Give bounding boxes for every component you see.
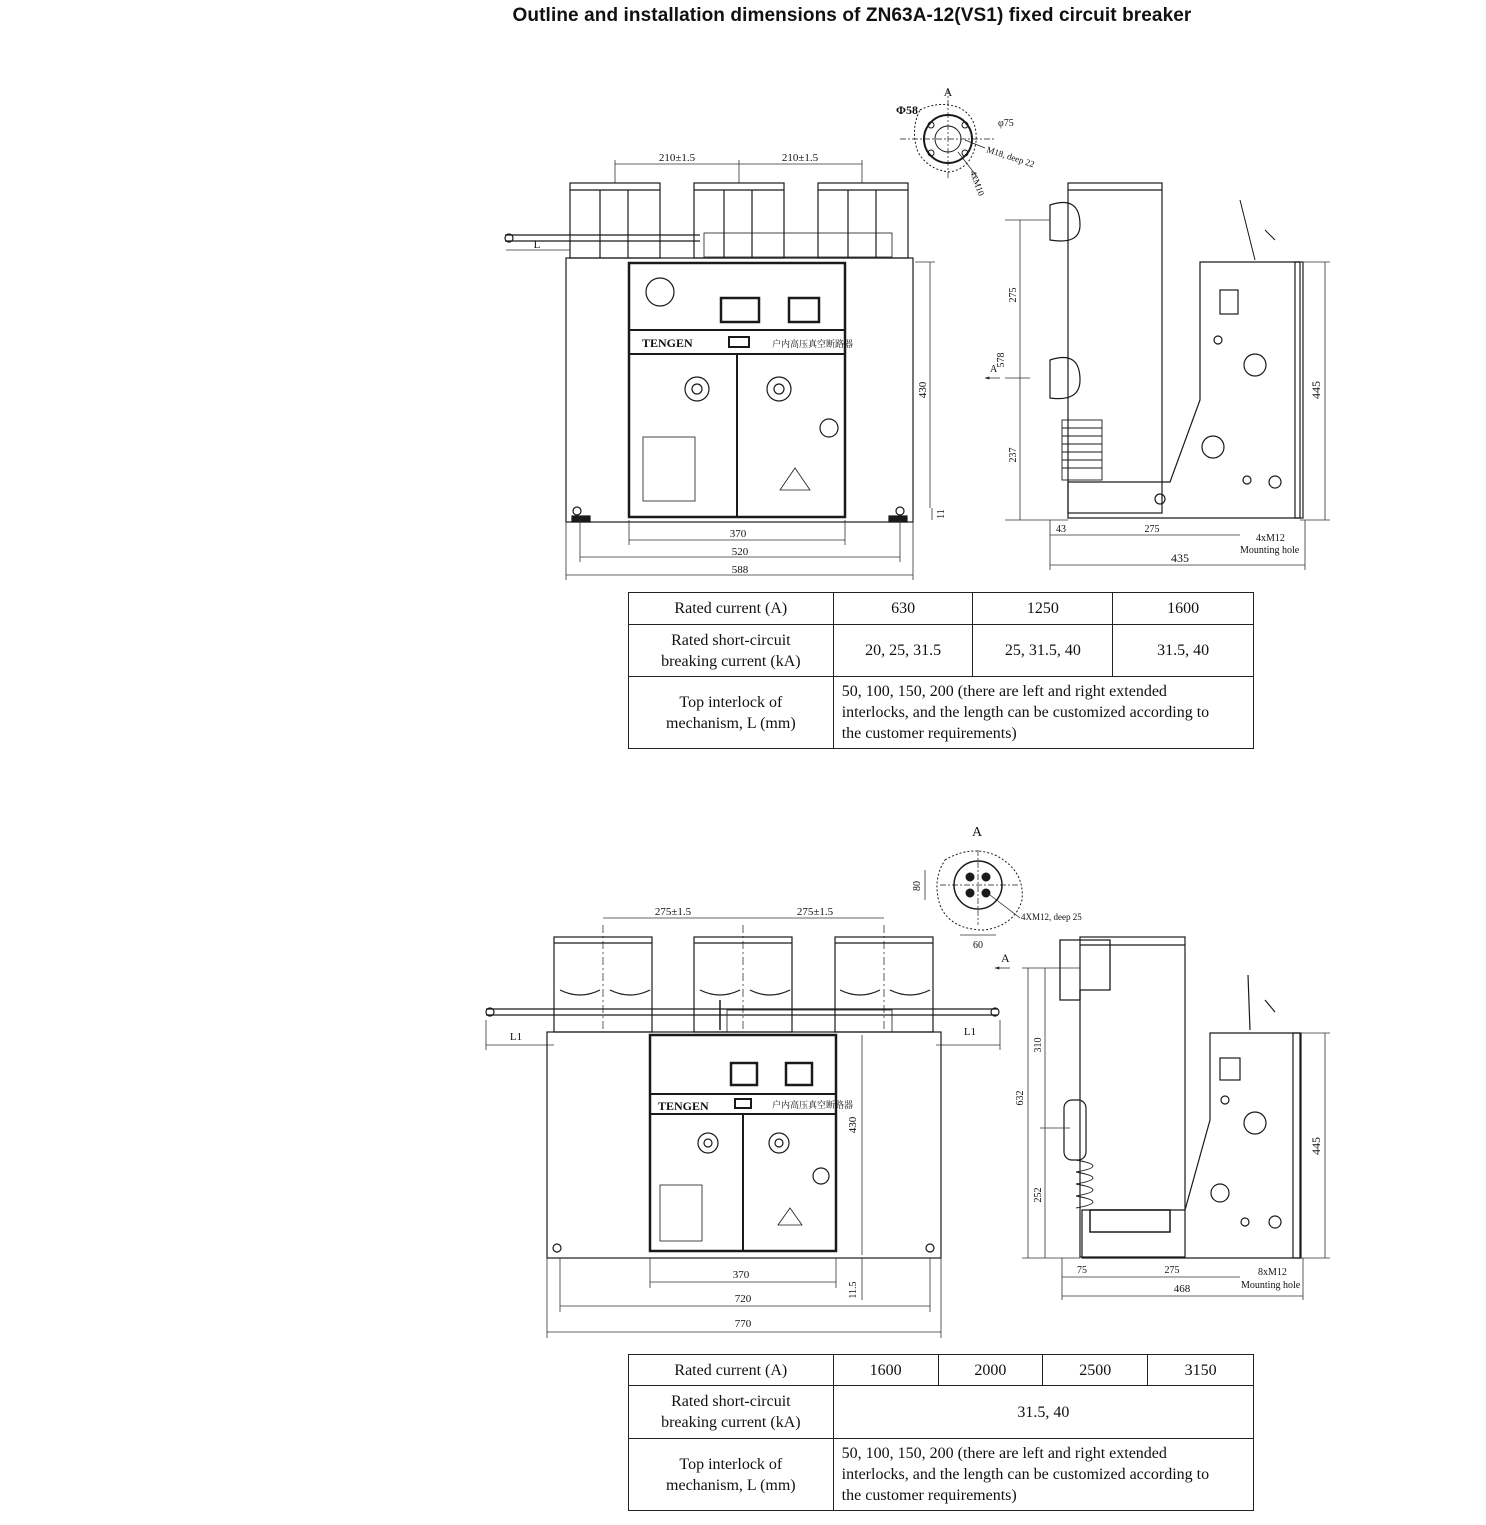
side-dim-depth-2: 468 (1173, 1283, 1191, 1295)
dim-height-2: 430 (847, 1116, 859, 1134)
side-dim-upper-2: 310 (1033, 1037, 1044, 1053)
breaking-current-value: 20, 25, 31.5 (833, 625, 973, 677)
interlock-note (833, 1439, 1253, 1511)
side-section-a-1: A (990, 364, 998, 375)
table-row (629, 593, 1254, 625)
dim-foot-2: 11.5 (848, 1281, 859, 1299)
interlock-note-line1: 50, 100, 150, 200 (there are left and right extended (841, 683, 1167, 700)
detail-thread-1: M18, deep 22 (985, 144, 1036, 170)
interlock-label-line2: mechanism, L (mm) (666, 714, 796, 732)
pole-1a (570, 183, 660, 258)
section-label-a-1: A (943, 85, 953, 99)
interlock-note-line3: the customer requirements) (841, 1487, 1017, 1504)
dim-mid-width-1: 520 (731, 546, 749, 558)
detail-thread-2: 4XM12, deep 25 (1021, 912, 1082, 922)
spring-coil-2 (727, 1010, 892, 1032)
side-dim-height-2: 445 (1309, 1137, 1323, 1155)
brand-label-2: TENGEN (658, 1099, 709, 1113)
detail-bolt-circle-1: φ75 (998, 118, 1014, 129)
side-hole-note-2: Mounting hole (1241, 1280, 1301, 1291)
dim-interlock-1: L (533, 239, 541, 251)
side-dim-lower-1: 237 (1008, 447, 1019, 463)
panel-label-1: 户内高压真空断路器 (772, 339, 854, 349)
rated-current-label: Rated current (A) (629, 593, 834, 625)
dim-foot-1: 11 (936, 509, 947, 519)
breaking-current-label-line1: Rated short-circuit (671, 1393, 791, 1410)
side-dim-base-2: 275 (1164, 1265, 1180, 1276)
interlock-note-line3: the customer requirements) (841, 725, 1017, 742)
side-dim-offset-2: 75 (1077, 1265, 1087, 1276)
side-dims-2 (995, 968, 1330, 1300)
side-hole-note-1: Mounting hole (1240, 545, 1300, 556)
front-view-1 (505, 183, 913, 522)
dim-interlock-left-2: L1 (509, 1031, 523, 1043)
dim-height-1: 430 (917, 381, 929, 399)
breaking-current-label (629, 625, 834, 677)
rated-current-value: 630 (833, 593, 973, 625)
interlock-note (833, 677, 1253, 749)
breaking-current-value: 25, 31.5, 40 (973, 625, 1113, 677)
rated-current-value: 1250 (973, 593, 1113, 625)
side-dim-holes-2: 8xM12 (1258, 1267, 1287, 1278)
interlock-label-line2: mechanism, L (mm) (666, 1476, 796, 1494)
dim-outer-width-1: 588 (731, 564, 749, 576)
page-title: Outline and installation dimensions of ZN63A-12(VS1) fixed circuit breaker (512, 5, 1192, 26)
dim-pitch-right-2: 275±1.5 (796, 906, 834, 918)
breaking-current-value: 31.5, 40 (1113, 625, 1254, 677)
dim-interlock-right-2: L1 (963, 1026, 977, 1038)
rated-current-value: 2500 (1043, 1355, 1148, 1386)
dim-inner-width-2: 370 (732, 1269, 750, 1281)
side-dim-holes-1: 4xM12 (1256, 533, 1285, 544)
interlock-label-line1: Top interlock of (679, 693, 783, 711)
breaking-current-label (629, 1386, 834, 1439)
spec-table-2 (628, 1354, 1254, 1511)
pole-1b (694, 183, 784, 258)
brand-label-1: TENGEN (642, 336, 693, 350)
section-label-a-2: A (971, 825, 983, 840)
dim-pitch-right-1: 210±1.5 (781, 152, 819, 164)
side-dim-height-1: 445 (1309, 381, 1323, 399)
detail-vertical-2: 80 (912, 881, 923, 891)
breaking-current-label-line2: breaking current (kA) (661, 1414, 801, 1431)
side-dim-total-2: 632 (1015, 1090, 1026, 1106)
interlock-note-line2: interlocks, and the length can be customized according to (841, 704, 1210, 721)
side-dim-base-1: 275 (1144, 524, 1160, 535)
rated-current-value: 2000 (938, 1355, 1043, 1386)
dim-pitch-left-1: 210±1.5 (658, 152, 696, 164)
rated-current-value: 1600 (833, 1355, 938, 1386)
detail-holes-1: 4xM10 (968, 169, 987, 198)
detail-a-1 (900, 88, 996, 180)
interlock-note-line2: interlocks, and the length can be customized according to (841, 1466, 1210, 1483)
rated-current-value: 3150 (1148, 1355, 1254, 1386)
detail-a-2 (925, 850, 1022, 935)
table-row (629, 1355, 1254, 1386)
breaking-current-label-line1: Rated short-circuit (671, 631, 791, 649)
spring-coil-1 (704, 233, 892, 257)
breaking-current-label-line2: breaking current (kA) (661, 652, 801, 670)
dim-pitch-left-2: 275±1.5 (654, 906, 692, 918)
interlock-label (629, 677, 834, 749)
dim-inner-width-1: 370 (729, 528, 747, 540)
side-dim-lower-2: 252 (1033, 1187, 1044, 1203)
rated-current-value: 1600 (1113, 593, 1254, 625)
table-row (629, 1386, 1254, 1439)
side-dim-upper-1: 275 (1008, 287, 1019, 303)
interlock-note-line1: 50, 100, 150, 200 (there are left and right extended (841, 1445, 1167, 1462)
dim-mid-width-2: 720 (734, 1293, 752, 1305)
detail-terminal-dia-1: Φ58 (896, 103, 918, 117)
side-section-a-2: A (1001, 951, 1010, 965)
rated-current-label: Rated current (A) (629, 1355, 834, 1386)
side-dim-offset-1: 43 (1056, 524, 1066, 535)
table-row (629, 677, 1254, 749)
front-view-2 (486, 925, 999, 1258)
side-dim-depth-1: 435 (1171, 551, 1189, 565)
pole-1c (818, 183, 908, 258)
table-row (629, 625, 1254, 677)
table-row (629, 1439, 1254, 1511)
detail-horizontal-2: 60 (973, 940, 983, 951)
interlock-label-line1: Top interlock of (679, 1455, 783, 1473)
side-view-1 (1050, 183, 1303, 518)
side-dim-total-1: 578 (996, 352, 1007, 368)
spec-table-1 (628, 592, 1254, 749)
dim-outer-width-2: 770 (734, 1318, 752, 1330)
breaking-current-value: 31.5, 40 (833, 1386, 1253, 1439)
side-view-2 (1060, 937, 1301, 1258)
panel-label-2: 户内高压真空断路器 (772, 1100, 854, 1110)
interlock-label (629, 1439, 834, 1511)
